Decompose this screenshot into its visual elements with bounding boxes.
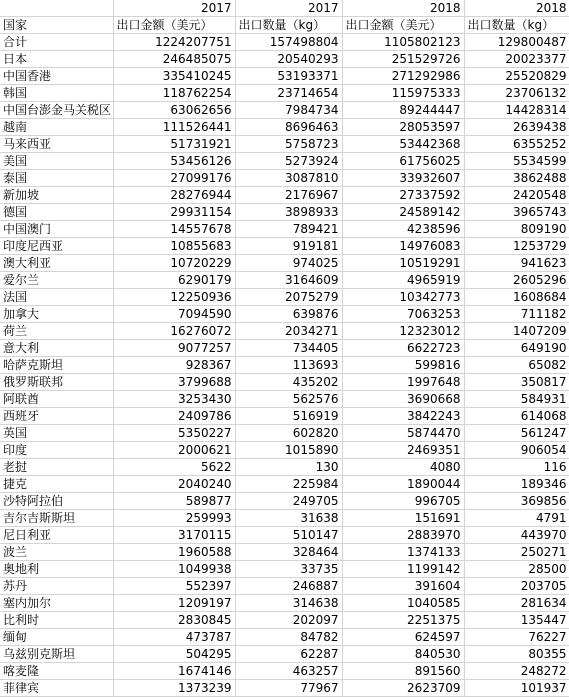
export-value-2018-cell[interactable]: 1374133: [342, 544, 464, 561]
export-quantity-2017-cell[interactable]: 463257: [235, 663, 342, 680]
table-row: [0, 595, 569, 612]
export-value-2018-cell[interactable]: 1040585: [342, 595, 464, 612]
export-quantity-2017-cell[interactable]: 3087810: [235, 170, 342, 187]
quantity-header-cell[interactable]: 出口数量（kg）: [235, 17, 342, 34]
region-cell[interactable]: 比利时: [0, 612, 113, 629]
export-quantity-2018-cell[interactable]: 561247: [464, 425, 569, 442]
export-value-2018-cell[interactable]: 251529726: [342, 51, 464, 68]
year-header-row: [0, 0, 569, 17]
export-quantity-2018-cell[interactable]: 80355: [464, 646, 569, 663]
export-value-2018-cell[interactable]: 996705: [342, 493, 464, 510]
export-value-2018-cell[interactable]: 391604: [342, 578, 464, 595]
export-quantity-2017-cell[interactable]: 77967: [235, 680, 342, 697]
table-row: [0, 527, 569, 544]
region-cell[interactable]: 加拿大: [0, 306, 113, 323]
export-quantity-2017-cell[interactable]: 1015890: [235, 442, 342, 459]
export-quantity-2018-cell[interactable]: 101937: [464, 680, 569, 697]
table-row: [0, 272, 569, 289]
export-value-2017-cell[interactable]: 1674146: [113, 663, 235, 680]
table-row: [0, 238, 569, 255]
export-value-2018-cell[interactable]: 89244447: [342, 102, 464, 119]
export-value-2018-cell[interactable]: 24589142: [342, 204, 464, 221]
export-value-2018-cell[interactable]: 624597: [342, 629, 464, 646]
region-cell[interactable]: 中国香港: [0, 68, 113, 85]
export-value-2017-cell[interactable]: 928367: [113, 357, 235, 374]
export-quantity-2018-cell[interactable]: 76227: [464, 629, 569, 646]
export-quantity-2018-cell[interactable]: 369856: [464, 493, 569, 510]
year-header-cell[interactable]: 2018: [464, 0, 569, 17]
export-value-2017-cell[interactable]: 6290179: [113, 272, 235, 289]
region-cell[interactable]: 中国台澎金马关税区: [0, 102, 113, 119]
export-value-2017-cell[interactable]: 504295: [113, 646, 235, 663]
export-value-2018-cell[interactable]: 10342773: [342, 289, 464, 306]
export-quantity-2018-cell[interactable]: 941623: [464, 255, 569, 272]
export-quantity-2017-cell[interactable]: 789421: [235, 221, 342, 238]
export-quantity-2018-cell[interactable]: 2420548: [464, 187, 569, 204]
table-row: [0, 340, 569, 357]
export-value-2017-cell[interactable]: 14557678: [113, 221, 235, 238]
export-value-2018-cell[interactable]: 10519291: [342, 255, 464, 272]
export-value-2017-cell[interactable]: 473787: [113, 629, 235, 646]
region-cell[interactable]: 菲律宾: [0, 680, 113, 697]
export-value-2018-cell[interactable]: 4080: [342, 459, 464, 476]
export-value-2017-cell[interactable]: 2000621: [113, 442, 235, 459]
table-row: [0, 119, 569, 136]
region-cell[interactable]: 合计: [0, 34, 113, 51]
table-row: [0, 374, 569, 391]
column-header-row: [0, 17, 569, 34]
export-quantity-2018-cell[interactable]: 5534599: [464, 153, 569, 170]
export-value-2017-cell[interactable]: 5622: [113, 459, 235, 476]
region-cell[interactable]: 喀麦隆: [0, 663, 113, 680]
export-quantity-2017-cell[interactable]: 113693: [235, 357, 342, 374]
export-quantity-2017-cell[interactable]: 516919: [235, 408, 342, 425]
export-value-2018-cell[interactable]: 4965919: [342, 272, 464, 289]
export-quantity-2018-cell[interactable]: 2639438: [464, 119, 569, 136]
region-cell[interactable]: 法国: [0, 289, 113, 306]
export-quantity-2017-cell[interactable]: 5758723: [235, 136, 342, 153]
quantity-header-cell[interactable]: 出口数量（kg）: [464, 17, 569, 34]
export-quantity-2017-cell[interactable]: 734405: [235, 340, 342, 357]
export-quantity-2017-cell[interactable]: 3898933: [235, 204, 342, 221]
region-cell[interactable]: 乌兹别克斯坦: [0, 646, 113, 663]
export-value-2017-cell[interactable]: 1224207751: [113, 34, 235, 51]
region-cell[interactable]: 泰国: [0, 170, 113, 187]
export-quantity-2018-cell[interactable]: 203705: [464, 578, 569, 595]
export-quantity-2017-cell[interactable]: 2075279: [235, 289, 342, 306]
table-row: [0, 357, 569, 374]
export-value-2017-cell[interactable]: 16276072: [113, 323, 235, 340]
table-row: [0, 493, 569, 510]
export-value-2018-cell[interactable]: 1997648: [342, 374, 464, 391]
export-value-2018-cell[interactable]: 14976083: [342, 238, 464, 255]
region-cell[interactable]: 波兰: [0, 544, 113, 561]
table-row: [0, 51, 569, 68]
export-value-2018-cell[interactable]: 2251375: [342, 612, 464, 629]
export-quantity-2017-cell[interactable]: 225984: [235, 476, 342, 493]
region-cell[interactable]: 沙特阿拉伯: [0, 493, 113, 510]
export-value-2017-cell[interactable]: 3253430: [113, 391, 235, 408]
export-value-2017-cell[interactable]: 2040240: [113, 476, 235, 493]
export-quantity-2017-cell[interactable]: 84782: [235, 629, 342, 646]
export-value-2017-cell[interactable]: 5350227: [113, 425, 235, 442]
export-value-2017-cell[interactable]: 3799688: [113, 374, 235, 391]
export-quantity-2018-cell[interactable]: 3965743: [464, 204, 569, 221]
export-value-2018-cell[interactable]: 3690668: [342, 391, 464, 408]
region-cell[interactable]: 吉尔吉斯斯坦: [0, 510, 113, 527]
region-cell[interactable]: 俄罗斯联邦: [0, 374, 113, 391]
region-cell[interactable]: 荷兰: [0, 323, 113, 340]
table-row: [0, 170, 569, 187]
export-quantity-2017-cell[interactable]: 2176967: [235, 187, 342, 204]
export-value-2017-cell[interactable]: 12250936: [113, 289, 235, 306]
export-value-2017-cell[interactable]: 27099176: [113, 170, 235, 187]
export-quantity-2018-cell[interactable]: 584931: [464, 391, 569, 408]
export-quantity-2017-cell[interactable]: 510147: [235, 527, 342, 544]
export-quantity-2018-cell[interactable]: 6355252: [464, 136, 569, 153]
export-value-2017-cell[interactable]: 111526441: [113, 119, 235, 136]
export-value-2017-cell[interactable]: 3170115: [113, 527, 235, 544]
region-cell[interactable]: 韩国: [0, 85, 113, 102]
table-row: [0, 204, 569, 221]
table-row: [0, 34, 569, 51]
export-quantity-2017-cell[interactable]: 2034271: [235, 323, 342, 340]
export-value-2017-cell[interactable]: 2409786: [113, 408, 235, 425]
export-value-2018-cell[interactable]: 115975333: [342, 85, 464, 102]
export-value-2017-cell[interactable]: 589877: [113, 493, 235, 510]
export-quantity-2018-cell[interactable]: 250271: [464, 544, 569, 561]
export-value-2018-cell[interactable]: 840530: [342, 646, 464, 663]
export-quantity-2017-cell[interactable]: 23714654: [235, 85, 342, 102]
export-value-2017-cell[interactable]: 29931154: [113, 204, 235, 221]
export-quantity-2018-cell[interactable]: 281634: [464, 595, 569, 612]
export-value-2017-cell[interactable]: 118762254: [113, 85, 235, 102]
export-value-2017-cell[interactable]: 28276944: [113, 187, 235, 204]
value-header-cell[interactable]: 出口金额（美元）: [113, 17, 235, 34]
table-row: [0, 102, 569, 119]
export-value-2018-cell[interactable]: 28053597: [342, 119, 464, 136]
table-row: [0, 612, 569, 629]
table-row: [0, 510, 569, 527]
region-cell[interactable]: 马来西亚: [0, 136, 113, 153]
region-cell[interactable]: 美国: [0, 153, 113, 170]
export-value-2018-cell[interactable]: 3842243: [342, 408, 464, 425]
region-cell[interactable]: 奥地利: [0, 561, 113, 578]
export-value-2017-cell[interactable]: 246485075: [113, 51, 235, 68]
header-cell-blank[interactable]: [0, 0, 113, 17]
export-quantity-2017-cell[interactable]: 157498804: [235, 34, 342, 51]
export-quantity-2017-cell[interactable]: 974025: [235, 255, 342, 272]
table-row: [0, 306, 569, 323]
export-value-2017-cell[interactable]: 51731921: [113, 136, 235, 153]
region-cell[interactable]: 缅甸: [0, 629, 113, 646]
export-value-2018-cell[interactable]: 2883970: [342, 527, 464, 544]
export-value-2018-cell[interactable]: 2623709: [342, 680, 464, 697]
table-row: [0, 289, 569, 306]
export-value-2018-cell[interactable]: 1199142: [342, 561, 464, 578]
export-value-2018-cell[interactable]: 7063253: [342, 306, 464, 323]
export-quantity-2018-cell[interactable]: 1253729: [464, 238, 569, 255]
export-value-2018-cell[interactable]: 12323012: [342, 323, 464, 340]
export-value-2018-cell[interactable]: 271292986: [342, 68, 464, 85]
region-cell[interactable]: 哈萨克斯坦: [0, 357, 113, 374]
export-value-2017-cell[interactable]: 552397: [113, 578, 235, 595]
export-value-2017-cell[interactable]: 2830845: [113, 612, 235, 629]
export-value-2017-cell[interactable]: 10720229: [113, 255, 235, 272]
year-header-cell[interactable]: 2017: [235, 0, 342, 17]
table-row: [0, 408, 569, 425]
value-header-cell[interactable]: 出口金额（美元）: [342, 17, 464, 34]
region-cell[interactable]: 印度: [0, 442, 113, 459]
region-cell[interactable]: 阿联酋: [0, 391, 113, 408]
export-value-2017-cell[interactable]: 1049938: [113, 561, 235, 578]
table-row: [0, 544, 569, 561]
table-row: [0, 68, 569, 85]
export-quantity-2018-cell[interactable]: 28500: [464, 561, 569, 578]
export-quantity-2017-cell[interactable]: 33735: [235, 561, 342, 578]
table-row: [0, 255, 569, 272]
export-quantity-2017-cell[interactable]: 246887: [235, 578, 342, 595]
region-cell[interactable]: 印度尼西亚: [0, 238, 113, 255]
region-cell[interactable]: 越南: [0, 119, 113, 136]
export-value-2017-cell[interactable]: 1960588: [113, 544, 235, 561]
region-cell[interactable]: 中国澳门: [0, 221, 113, 238]
export-value-2017-cell[interactable]: 1209197: [113, 595, 235, 612]
region-header-cell[interactable]: 国家: [0, 17, 113, 34]
export-value-2018-cell[interactable]: 6622723: [342, 340, 464, 357]
export-value-2018-cell[interactable]: 61756025: [342, 153, 464, 170]
region-cell[interactable]: 意大利: [0, 340, 113, 357]
export-quantity-2018-cell[interactable]: 116: [464, 459, 569, 476]
region-cell[interactable]: 爱尔兰: [0, 272, 113, 289]
export-quantity-2017-cell[interactable]: 562576: [235, 391, 342, 408]
year-header-cell[interactable]: 2017: [113, 0, 235, 17]
export-value-2017-cell[interactable]: 7094590: [113, 306, 235, 323]
table-row: [0, 476, 569, 493]
table-row: [0, 391, 569, 408]
export-quantity-2018-cell[interactable]: 23706132: [464, 85, 569, 102]
export-quantity-2018-cell[interactable]: 25520829: [464, 68, 569, 85]
export-value-2018-cell[interactable]: 33932607: [342, 170, 464, 187]
export-value-2018-cell[interactable]: 151691: [342, 510, 464, 527]
export-quantity-2017-cell[interactable]: 62287: [235, 646, 342, 663]
export-value-2017-cell[interactable]: 259993: [113, 510, 235, 527]
export-quantity-2017-cell[interactable]: 8696463: [235, 119, 342, 136]
export-quantity-2017-cell[interactable]: 639876: [235, 306, 342, 323]
table-row: [0, 663, 569, 680]
export-quantity-2017-cell[interactable]: 3164609: [235, 272, 342, 289]
export-value-2017-cell[interactable]: 1373239: [113, 680, 235, 697]
region-cell[interactable]: 新加坡: [0, 187, 113, 204]
table-row: [0, 680, 569, 697]
table-row: [0, 561, 569, 578]
export-quantity-2017-cell[interactable]: 314638: [235, 595, 342, 612]
export-value-2018-cell[interactable]: 1105802123: [342, 34, 464, 51]
table-row: [0, 85, 569, 102]
export-quantity-2018-cell[interactable]: 248272: [464, 663, 569, 680]
export-value-2018-cell[interactable]: 27337592: [342, 187, 464, 204]
export-value-2017-cell[interactable]: 10855683: [113, 238, 235, 255]
year-header-cell[interactable]: 2018: [342, 0, 464, 17]
export-quantity-2017-cell[interactable]: 202097: [235, 612, 342, 629]
export-quantity-2018-cell[interactable]: 1608684: [464, 289, 569, 306]
table-row: [0, 629, 569, 646]
table-row: [0, 323, 569, 340]
export-value-2018-cell[interactable]: 53442368: [342, 136, 464, 153]
table-row: [0, 153, 569, 170]
export-value-2018-cell[interactable]: 5874470: [342, 425, 464, 442]
export-value-2017-cell[interactable]: 9077257: [113, 340, 235, 357]
export-quantity-2018-cell[interactable]: 350817: [464, 374, 569, 391]
export-quantity-2017-cell[interactable]: 130: [235, 459, 342, 476]
export-quantity-2018-cell[interactable]: 135447: [464, 612, 569, 629]
export-value-2017-cell[interactable]: 53456126: [113, 153, 235, 170]
export-quantity-2018-cell[interactable]: 1407209: [464, 323, 569, 340]
export-quantity-2018-cell[interactable]: 614068: [464, 408, 569, 425]
export-value-2017-cell[interactable]: 63062656: [113, 102, 235, 119]
export-quantity-2017-cell[interactable]: 7984734: [235, 102, 342, 119]
export-quantity-2018-cell[interactable]: 129800487: [464, 34, 569, 51]
export-quantity-2017-cell[interactable]: 249705: [235, 493, 342, 510]
table-row: [0, 187, 569, 204]
export-quantity-2018-cell[interactable]: 649190: [464, 340, 569, 357]
export-quantity-2017-cell[interactable]: 31638: [235, 510, 342, 527]
table-row: [0, 459, 569, 476]
export-quantity-2018-cell[interactable]: 189346: [464, 476, 569, 493]
region-cell[interactable]: 日本: [0, 51, 113, 68]
export-quantity-2018-cell[interactable]: 14428314: [464, 102, 569, 119]
table-row: [0, 646, 569, 663]
region-cell[interactable]: 尼日利亚: [0, 527, 113, 544]
table-row: [0, 442, 569, 459]
export-value-2018-cell[interactable]: 891560: [342, 663, 464, 680]
export-quantity-2017-cell[interactable]: 435202: [235, 374, 342, 391]
export-quantity-2017-cell[interactable]: 919181: [235, 238, 342, 255]
export-quantity-2018-cell[interactable]: 809190: [464, 221, 569, 238]
export-quantity-2017-cell[interactable]: 328464: [235, 544, 342, 561]
export-value-2018-cell[interactable]: 1890044: [342, 476, 464, 493]
export-quantity-2017-cell[interactable]: 602820: [235, 425, 342, 442]
export-quantity-2018-cell[interactable]: 3862488: [464, 170, 569, 187]
export-quantity-2017-cell[interactable]: 53193371: [235, 68, 342, 85]
export-quantity-2018-cell[interactable]: 2605296: [464, 272, 569, 289]
export-quantity-2018-cell[interactable]: 711182: [464, 306, 569, 323]
region-cell[interactable]: 苏丹: [0, 578, 113, 595]
export-value-2018-cell[interactable]: 4238596: [342, 221, 464, 238]
region-cell[interactable]: 德国: [0, 204, 113, 221]
table-row: [0, 578, 569, 595]
export-quantity-2017-cell[interactable]: 20540293: [235, 51, 342, 68]
export-quantity-2018-cell[interactable]: 20023377: [464, 51, 569, 68]
region-cell[interactable]: 西班牙: [0, 408, 113, 425]
table-row: [0, 425, 569, 442]
region-cell[interactable]: 英国: [0, 425, 113, 442]
region-cell[interactable]: 捷克: [0, 476, 113, 493]
table-row: [0, 136, 569, 153]
export-quantity-2018-cell[interactable]: 65082: [464, 357, 569, 374]
export-value-2017-cell[interactable]: 335410245: [113, 68, 235, 85]
export-quantity-2018-cell[interactable]: 443970: [464, 527, 569, 544]
export-quantity-2018-cell[interactable]: 906054: [464, 442, 569, 459]
export-value-2018-cell[interactable]: 599816: [342, 357, 464, 374]
table-row: [0, 221, 569, 238]
export-quantity-2018-cell[interactable]: 4791: [464, 510, 569, 527]
region-cell[interactable]: 老挝: [0, 459, 113, 476]
export-value-2018-cell[interactable]: 2469351: [342, 442, 464, 459]
region-cell[interactable]: 澳大利亚: [0, 255, 113, 272]
export-quantity-2017-cell[interactable]: 5273924: [235, 153, 342, 170]
region-cell[interactable]: 塞内加尔: [0, 595, 113, 612]
